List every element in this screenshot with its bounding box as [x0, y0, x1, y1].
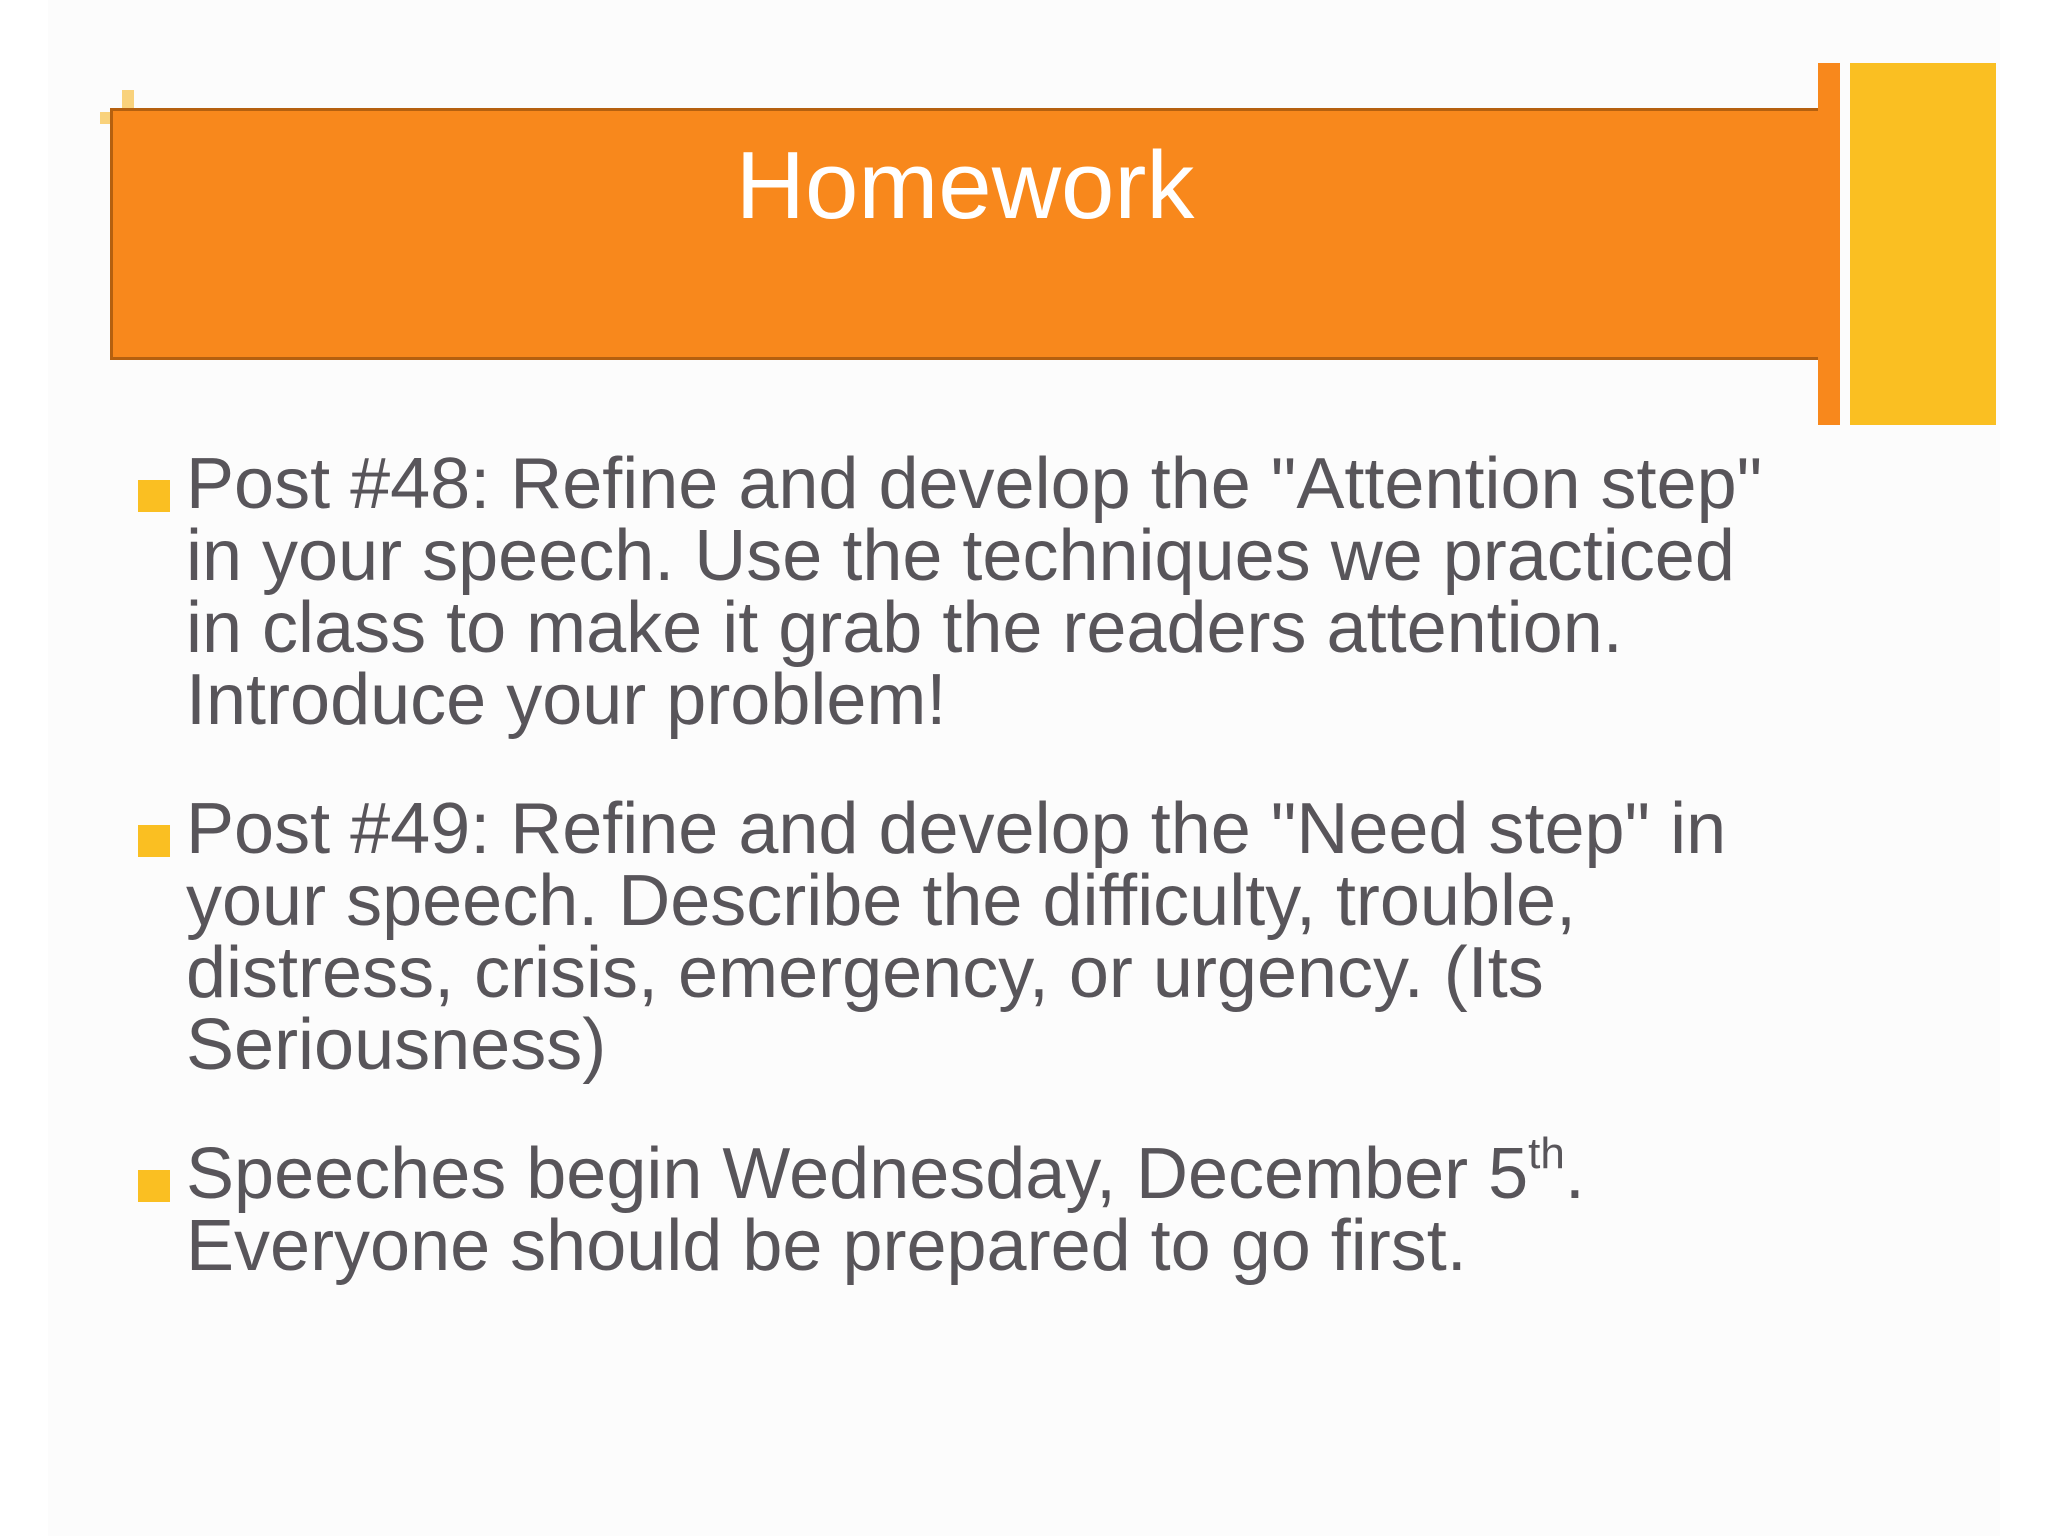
- accent-bar-orange: [1818, 63, 1840, 425]
- bullet-text: Post #48: Refine and develop the "Attention step" in your speech. Use the techniques we practiced in class to make it grab the readers attention. Introduce your problem!: [186, 444, 1763, 740]
- accent-bar-yellow: [1850, 63, 1996, 425]
- bullet-text: Post #49: Refine and develop the "Need step" in your speech. Describe the difficulty, trouble, distress, crisis, emergency, or urgency. (Its Seriousness): [186, 789, 1727, 1085]
- bullet-text-rest: . Everyone should be prepared to go first.: [186, 1134, 1585, 1286]
- bullet-item-speeches: [138, 1129, 1798, 1286]
- bullet-item-post-48: [138, 444, 1798, 740]
- ordinal-suffix: th: [1528, 1129, 1565, 1178]
- square-bullet-icon: [138, 480, 170, 512]
- square-bullet-icon: [138, 825, 170, 857]
- bullet-text-main: Speeches begin Wednesday, December 5: [186, 1134, 1529, 1214]
- square-bullet-icon: [138, 1170, 170, 1202]
- bullet-item-post-49: [138, 789, 1798, 1085]
- bullet-text: [186, 1129, 1585, 1286]
- bullet-list: [138, 444, 1798, 1339]
- slide-title: Homework: [735, 132, 1195, 239]
